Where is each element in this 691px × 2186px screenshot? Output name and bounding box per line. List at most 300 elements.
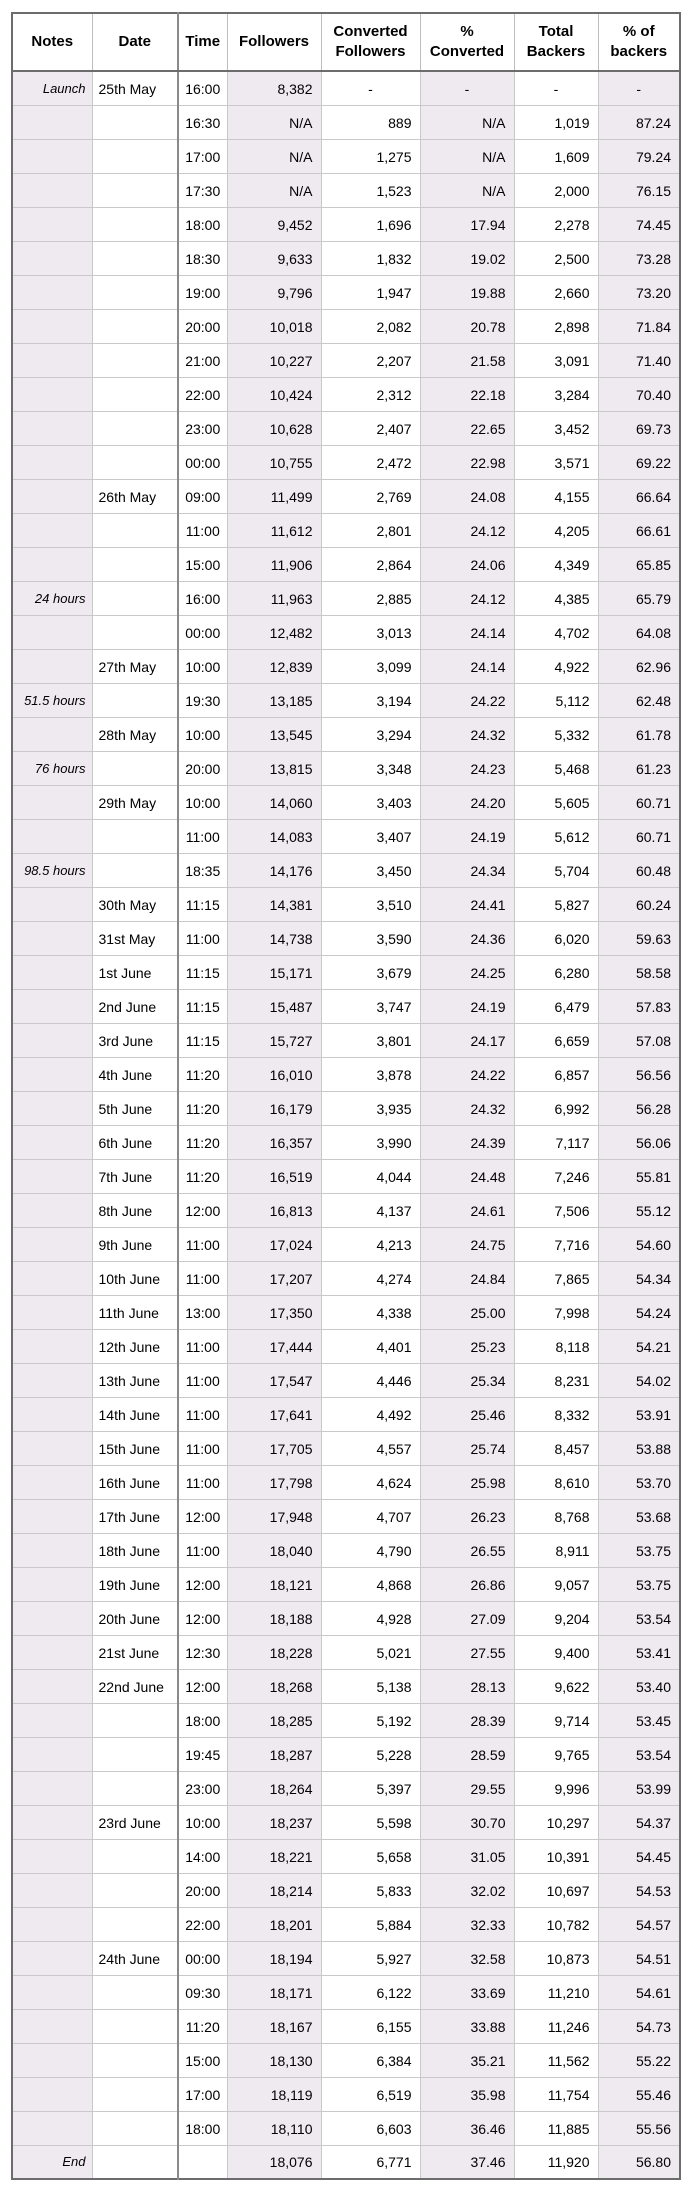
- note-cell[interactable]: Launch: [12, 71, 92, 106]
- time-cell[interactable]: 12:00: [178, 1500, 227, 1534]
- followers-cell[interactable]: 17,547: [227, 1364, 321, 1398]
- pct-converted-cell[interactable]: 22.65: [420, 412, 514, 446]
- pct-converted-cell[interactable]: 24.17: [420, 1024, 514, 1058]
- total-backers-cell[interactable]: 5,468: [514, 752, 598, 786]
- note-cell[interactable]: [12, 1704, 92, 1738]
- followers-cell[interactable]: 18,130: [227, 2044, 321, 2078]
- note-cell[interactable]: [12, 1160, 92, 1194]
- followers-cell[interactable]: 18,201: [227, 1908, 321, 1942]
- converted-followers-cell[interactable]: 5,884: [321, 1908, 420, 1942]
- converted-followers-cell[interactable]: 4,868: [321, 1568, 420, 1602]
- pct-converted-cell[interactable]: N/A: [420, 140, 514, 174]
- pct-converted-cell[interactable]: 27.09: [420, 1602, 514, 1636]
- pct-converted-cell[interactable]: 21.58: [420, 344, 514, 378]
- note-cell[interactable]: [12, 2078, 92, 2112]
- pct-backers-cell[interactable]: 53.75: [598, 1568, 680, 1602]
- header-pct-backers[interactable]: % of backers: [598, 13, 680, 71]
- total-backers-cell[interactable]: 2,660: [514, 276, 598, 310]
- converted-followers-cell[interactable]: 4,446: [321, 1364, 420, 1398]
- followers-cell[interactable]: 18,167: [227, 2010, 321, 2044]
- time-cell[interactable]: 20:00: [178, 1874, 227, 1908]
- followers-cell[interactable]: 18,194: [227, 1942, 321, 1976]
- note-cell[interactable]: [12, 990, 92, 1024]
- time-cell[interactable]: 15:00: [178, 548, 227, 582]
- converted-followers-cell[interactable]: 5,228: [321, 1738, 420, 1772]
- pct-converted-cell[interactable]: 25.34: [420, 1364, 514, 1398]
- pct-backers-cell[interactable]: 54.02: [598, 1364, 680, 1398]
- converted-followers-cell[interactable]: 3,679: [321, 956, 420, 990]
- pct-converted-cell[interactable]: 33.69: [420, 1976, 514, 2010]
- pct-backers-cell[interactable]: 54.34: [598, 1262, 680, 1296]
- note-cell[interactable]: [12, 1432, 92, 1466]
- pct-backers-cell[interactable]: 73.20: [598, 276, 680, 310]
- pct-backers-cell[interactable]: 74.45: [598, 208, 680, 242]
- date-cell[interactable]: 18th June: [92, 1534, 178, 1568]
- converted-followers-cell[interactable]: 3,450: [321, 854, 420, 888]
- total-backers-cell[interactable]: 3,091: [514, 344, 598, 378]
- total-backers-cell[interactable]: -: [514, 71, 598, 106]
- note-cell[interactable]: End: [12, 2146, 92, 2180]
- pct-converted-cell[interactable]: 35.98: [420, 2078, 514, 2112]
- pct-converted-cell[interactable]: 24.19: [420, 990, 514, 1024]
- followers-cell[interactable]: 12,482: [227, 616, 321, 650]
- note-cell[interactable]: 51.5 hours: [12, 684, 92, 718]
- pct-converted-cell[interactable]: 25.74: [420, 1432, 514, 1466]
- time-cell[interactable]: 19:45: [178, 1738, 227, 1772]
- total-backers-cell[interactable]: 10,782: [514, 1908, 598, 1942]
- pct-backers-cell[interactable]: 53.68: [598, 1500, 680, 1534]
- converted-followers-cell[interactable]: 3,294: [321, 718, 420, 752]
- total-backers-cell[interactable]: 8,457: [514, 1432, 598, 1466]
- date-cell[interactable]: [92, 684, 178, 718]
- note-cell[interactable]: [12, 922, 92, 956]
- time-cell[interactable]: 14:00: [178, 1840, 227, 1874]
- total-backers-cell[interactable]: 6,992: [514, 1092, 598, 1126]
- note-cell[interactable]: [12, 1772, 92, 1806]
- converted-followers-cell[interactable]: 3,590: [321, 922, 420, 956]
- note-cell[interactable]: [12, 2044, 92, 2078]
- pct-backers-cell[interactable]: 56.28: [598, 1092, 680, 1126]
- pct-backers-cell[interactable]: 60.71: [598, 786, 680, 820]
- converted-followers-cell[interactable]: 3,348: [321, 752, 420, 786]
- total-backers-cell[interactable]: 5,605: [514, 786, 598, 820]
- pct-backers-cell[interactable]: 71.84: [598, 310, 680, 344]
- converted-followers-cell[interactable]: 6,122: [321, 1976, 420, 2010]
- note-cell[interactable]: [12, 888, 92, 922]
- followers-cell[interactable]: 17,024: [227, 1228, 321, 1262]
- total-backers-cell[interactable]: 7,865: [514, 1262, 598, 1296]
- pct-converted-cell[interactable]: 24.06: [420, 548, 514, 582]
- note-cell[interactable]: [12, 514, 92, 548]
- pct-converted-cell[interactable]: 24.61: [420, 1194, 514, 1228]
- converted-followers-cell[interactable]: 4,624: [321, 1466, 420, 1500]
- total-backers-cell[interactable]: 4,155: [514, 480, 598, 514]
- followers-cell[interactable]: 17,948: [227, 1500, 321, 1534]
- date-cell[interactable]: [92, 412, 178, 446]
- time-cell[interactable]: 18:00: [178, 2112, 227, 2146]
- time-cell[interactable]: 18:30: [178, 242, 227, 276]
- followers-cell[interactable]: 18,171: [227, 1976, 321, 2010]
- time-cell[interactable]: 11:00: [178, 1534, 227, 1568]
- converted-followers-cell[interactable]: 6,384: [321, 2044, 420, 2078]
- pct-backers-cell[interactable]: 53.88: [598, 1432, 680, 1466]
- note-cell[interactable]: [12, 106, 92, 140]
- total-backers-cell[interactable]: 10,873: [514, 1942, 598, 1976]
- note-cell[interactable]: [12, 1568, 92, 1602]
- followers-cell[interactable]: 18,228: [227, 1636, 321, 1670]
- converted-followers-cell[interactable]: 5,192: [321, 1704, 420, 1738]
- pct-converted-cell[interactable]: 30.70: [420, 1806, 514, 1840]
- time-cell[interactable]: 22:00: [178, 378, 227, 412]
- note-cell[interactable]: [12, 446, 92, 480]
- followers-cell[interactable]: 18,214: [227, 1874, 321, 1908]
- converted-followers-cell[interactable]: 2,769: [321, 480, 420, 514]
- note-cell[interactable]: [12, 378, 92, 412]
- converted-followers-cell[interactable]: 3,878: [321, 1058, 420, 1092]
- total-backers-cell[interactable]: 1,019: [514, 106, 598, 140]
- converted-followers-cell[interactable]: 4,274: [321, 1262, 420, 1296]
- followers-cell[interactable]: 16,010: [227, 1058, 321, 1092]
- followers-cell[interactable]: 13,815: [227, 752, 321, 786]
- time-cell[interactable]: 11:20: [178, 1160, 227, 1194]
- note-cell[interactable]: [12, 310, 92, 344]
- time-cell[interactable]: 11:20: [178, 2010, 227, 2044]
- pct-converted-cell[interactable]: 24.14: [420, 650, 514, 684]
- time-cell[interactable]: 19:30: [178, 684, 227, 718]
- total-backers-cell[interactable]: 6,659: [514, 1024, 598, 1058]
- pct-backers-cell[interactable]: 71.40: [598, 344, 680, 378]
- converted-followers-cell[interactable]: 3,747: [321, 990, 420, 1024]
- time-cell[interactable]: 11:00: [178, 1432, 227, 1466]
- date-cell[interactable]: [92, 242, 178, 276]
- pct-converted-cell[interactable]: 24.32: [420, 1092, 514, 1126]
- total-backers-cell[interactable]: 9,765: [514, 1738, 598, 1772]
- time-cell[interactable]: 19:00: [178, 276, 227, 310]
- converted-followers-cell[interactable]: 3,403: [321, 786, 420, 820]
- followers-cell[interactable]: 16,357: [227, 1126, 321, 1160]
- pct-converted-cell[interactable]: 25.98: [420, 1466, 514, 1500]
- date-cell[interactable]: 14th June: [92, 1398, 178, 1432]
- note-cell[interactable]: [12, 1534, 92, 1568]
- note-cell[interactable]: [12, 276, 92, 310]
- note-cell[interactable]: [12, 1330, 92, 1364]
- time-cell[interactable]: 12:00: [178, 1194, 227, 1228]
- pct-backers-cell[interactable]: 55.81: [598, 1160, 680, 1194]
- date-cell[interactable]: [92, 616, 178, 650]
- followers-cell[interactable]: 17,350: [227, 1296, 321, 1330]
- converted-followers-cell[interactable]: 5,833: [321, 1874, 420, 1908]
- date-cell[interactable]: 21st June: [92, 1636, 178, 1670]
- note-cell[interactable]: [12, 1874, 92, 1908]
- time-cell[interactable]: 11:00: [178, 1330, 227, 1364]
- total-backers-cell[interactable]: 1,609: [514, 140, 598, 174]
- date-cell[interactable]: 8th June: [92, 1194, 178, 1228]
- time-cell[interactable]: 10:00: [178, 786, 227, 820]
- pct-backers-cell[interactable]: 54.73: [598, 2010, 680, 2044]
- followers-cell[interactable]: 18,110: [227, 2112, 321, 2146]
- header-time[interactable]: Time: [178, 13, 227, 71]
- total-backers-cell[interactable]: 9,622: [514, 1670, 598, 1704]
- followers-cell[interactable]: 15,171: [227, 956, 321, 990]
- pct-converted-cell[interactable]: 28.59: [420, 1738, 514, 1772]
- pct-converted-cell[interactable]: 25.46: [420, 1398, 514, 1432]
- pct-converted-cell[interactable]: 26.23: [420, 1500, 514, 1534]
- pct-backers-cell[interactable]: 53.40: [598, 1670, 680, 1704]
- total-backers-cell[interactable]: 9,996: [514, 1772, 598, 1806]
- followers-cell[interactable]: 12,839: [227, 650, 321, 684]
- total-backers-cell[interactable]: 2,500: [514, 242, 598, 276]
- date-cell[interactable]: [92, 1738, 178, 1772]
- converted-followers-cell[interactable]: 2,312: [321, 378, 420, 412]
- converted-followers-cell[interactable]: 1,275: [321, 140, 420, 174]
- pct-converted-cell[interactable]: 24.39: [420, 1126, 514, 1160]
- time-cell[interactable]: 10:00: [178, 718, 227, 752]
- pct-converted-cell[interactable]: 28.13: [420, 1670, 514, 1704]
- time-cell[interactable]: 00:00: [178, 1942, 227, 1976]
- pct-backers-cell[interactable]: 53.41: [598, 1636, 680, 1670]
- pct-converted-cell[interactable]: 29.55: [420, 1772, 514, 1806]
- pct-backers-cell[interactable]: 54.21: [598, 1330, 680, 1364]
- time-cell[interactable]: 12:30: [178, 1636, 227, 1670]
- date-cell[interactable]: 13th June: [92, 1364, 178, 1398]
- followers-cell[interactable]: 17,705: [227, 1432, 321, 1466]
- converted-followers-cell[interactable]: 4,557: [321, 1432, 420, 1466]
- converted-followers-cell[interactable]: 2,864: [321, 548, 420, 582]
- converted-followers-cell[interactable]: 1,832: [321, 242, 420, 276]
- date-cell[interactable]: 19th June: [92, 1568, 178, 1602]
- pct-backers-cell[interactable]: 61.78: [598, 718, 680, 752]
- pct-backers-cell[interactable]: -: [598, 71, 680, 106]
- pct-converted-cell[interactable]: 24.14: [420, 616, 514, 650]
- total-backers-cell[interactable]: 8,768: [514, 1500, 598, 1534]
- header-notes[interactable]: Notes: [12, 13, 92, 71]
- converted-followers-cell[interactable]: 4,492: [321, 1398, 420, 1432]
- note-cell[interactable]: [12, 1126, 92, 1160]
- followers-cell[interactable]: 17,641: [227, 1398, 321, 1432]
- followers-cell[interactable]: 10,628: [227, 412, 321, 446]
- followers-cell[interactable]: 9,633: [227, 242, 321, 276]
- followers-cell[interactable]: 18,285: [227, 1704, 321, 1738]
- pct-converted-cell[interactable]: 24.75: [420, 1228, 514, 1262]
- followers-cell[interactable]: 18,121: [227, 1568, 321, 1602]
- total-backers-cell[interactable]: 2,898: [514, 310, 598, 344]
- time-cell[interactable]: 23:00: [178, 412, 227, 446]
- note-cell[interactable]: [12, 956, 92, 990]
- time-cell[interactable]: 12:00: [178, 1670, 227, 1704]
- pct-backers-cell[interactable]: 76.15: [598, 174, 680, 208]
- date-cell[interactable]: [92, 1874, 178, 1908]
- pct-backers-cell[interactable]: 60.48: [598, 854, 680, 888]
- pct-converted-cell[interactable]: 35.21: [420, 2044, 514, 2078]
- converted-followers-cell[interactable]: 2,207: [321, 344, 420, 378]
- followers-cell[interactable]: 8,382: [227, 71, 321, 106]
- converted-followers-cell[interactable]: 3,801: [321, 1024, 420, 1058]
- total-backers-cell[interactable]: 10,697: [514, 1874, 598, 1908]
- pct-backers-cell[interactable]: 54.51: [598, 1942, 680, 1976]
- followers-cell[interactable]: 16,519: [227, 1160, 321, 1194]
- total-backers-cell[interactable]: 11,885: [514, 2112, 598, 2146]
- note-cell[interactable]: [12, 1262, 92, 1296]
- date-cell[interactable]: [92, 208, 178, 242]
- pct-converted-cell[interactable]: 32.02: [420, 1874, 514, 1908]
- pct-converted-cell[interactable]: 31.05: [420, 1840, 514, 1874]
- total-backers-cell[interactable]: 5,612: [514, 820, 598, 854]
- followers-cell[interactable]: N/A: [227, 174, 321, 208]
- time-cell[interactable]: 00:00: [178, 446, 227, 480]
- date-cell[interactable]: [92, 2078, 178, 2112]
- time-cell[interactable]: 11:00: [178, 1228, 227, 1262]
- date-cell[interactable]: [92, 1704, 178, 1738]
- time-cell[interactable]: 16:00: [178, 71, 227, 106]
- date-cell[interactable]: 5th June: [92, 1092, 178, 1126]
- time-cell[interactable]: 11:00: [178, 1466, 227, 1500]
- total-backers-cell[interactable]: 6,280: [514, 956, 598, 990]
- date-cell[interactable]: 26th May: [92, 480, 178, 514]
- followers-cell[interactable]: 18,287: [227, 1738, 321, 1772]
- converted-followers-cell[interactable]: 5,658: [321, 1840, 420, 1874]
- pct-backers-cell[interactable]: 62.48: [598, 684, 680, 718]
- note-cell[interactable]: [12, 1942, 92, 1976]
- header-followers[interactable]: Followers: [227, 13, 321, 71]
- note-cell[interactable]: [12, 2112, 92, 2146]
- followers-cell[interactable]: 13,185: [227, 684, 321, 718]
- header-date[interactable]: Date: [92, 13, 178, 71]
- pct-converted-cell[interactable]: 19.02: [420, 242, 514, 276]
- date-cell[interactable]: [92, 310, 178, 344]
- time-cell[interactable]: 11:00: [178, 1364, 227, 1398]
- pct-converted-cell[interactable]: 24.25: [420, 956, 514, 990]
- total-backers-cell[interactable]: 10,297: [514, 1806, 598, 1840]
- note-cell[interactable]: [12, 344, 92, 378]
- note-cell[interactable]: [12, 1670, 92, 1704]
- date-cell[interactable]: 29th May: [92, 786, 178, 820]
- followers-cell[interactable]: 15,487: [227, 990, 321, 1024]
- converted-followers-cell[interactable]: -: [321, 71, 420, 106]
- followers-cell[interactable]: 14,381: [227, 888, 321, 922]
- time-cell[interactable]: 17:30: [178, 174, 227, 208]
- total-backers-cell[interactable]: 8,118: [514, 1330, 598, 1364]
- date-cell[interactable]: 22nd June: [92, 1670, 178, 1704]
- pct-converted-cell[interactable]: 37.46: [420, 2146, 514, 2180]
- note-cell[interactable]: [12, 650, 92, 684]
- pct-backers-cell[interactable]: 55.46: [598, 2078, 680, 2112]
- pct-converted-cell[interactable]: 24.48: [420, 1160, 514, 1194]
- date-cell[interactable]: 10th June: [92, 1262, 178, 1296]
- note-cell[interactable]: 24 hours: [12, 582, 92, 616]
- date-cell[interactable]: [92, 344, 178, 378]
- converted-followers-cell[interactable]: 5,397: [321, 1772, 420, 1806]
- pct-backers-cell[interactable]: 66.64: [598, 480, 680, 514]
- time-cell[interactable]: 12:00: [178, 1602, 227, 1636]
- header-converted-followers[interactable]: Converted Followers: [321, 13, 420, 71]
- followers-cell[interactable]: 9,452: [227, 208, 321, 242]
- date-cell[interactable]: [92, 548, 178, 582]
- converted-followers-cell[interactable]: 1,523: [321, 174, 420, 208]
- note-cell[interactable]: [12, 820, 92, 854]
- converted-followers-cell[interactable]: 3,935: [321, 1092, 420, 1126]
- converted-followers-cell[interactable]: 3,407: [321, 820, 420, 854]
- total-backers-cell[interactable]: 7,998: [514, 1296, 598, 1330]
- total-backers-cell[interactable]: 8,610: [514, 1466, 598, 1500]
- note-cell[interactable]: [12, 1840, 92, 1874]
- date-cell[interactable]: [92, 2044, 178, 2078]
- note-cell[interactable]: 76 hours: [12, 752, 92, 786]
- time-cell[interactable]: 16:00: [178, 582, 227, 616]
- time-cell[interactable]: 11:15: [178, 888, 227, 922]
- pct-backers-cell[interactable]: 58.58: [598, 956, 680, 990]
- pct-backers-cell[interactable]: 54.60: [598, 1228, 680, 1262]
- time-cell[interactable]: 10:00: [178, 1806, 227, 1840]
- total-backers-cell[interactable]: 3,284: [514, 378, 598, 412]
- converted-followers-cell[interactable]: 4,790: [321, 1534, 420, 1568]
- total-backers-cell[interactable]: 11,754: [514, 2078, 598, 2112]
- date-cell[interactable]: [92, 446, 178, 480]
- pct-converted-cell[interactable]: 27.55: [420, 1636, 514, 1670]
- date-cell[interactable]: 6th June: [92, 1126, 178, 1160]
- date-cell[interactable]: 27th May: [92, 650, 178, 684]
- pct-converted-cell[interactable]: 24.22: [420, 684, 514, 718]
- pct-backers-cell[interactable]: 54.45: [598, 1840, 680, 1874]
- pct-backers-cell[interactable]: 69.22: [598, 446, 680, 480]
- total-backers-cell[interactable]: 11,246: [514, 2010, 598, 2044]
- pct-converted-cell[interactable]: 20.78: [420, 310, 514, 344]
- date-cell[interactable]: [92, 276, 178, 310]
- date-cell[interactable]: 24th June: [92, 1942, 178, 1976]
- total-backers-cell[interactable]: 8,231: [514, 1364, 598, 1398]
- converted-followers-cell[interactable]: 1,696: [321, 208, 420, 242]
- date-cell[interactable]: 7th June: [92, 1160, 178, 1194]
- date-cell[interactable]: 3rd June: [92, 1024, 178, 1058]
- pct-converted-cell[interactable]: 24.41: [420, 888, 514, 922]
- date-cell[interactable]: [92, 106, 178, 140]
- pct-backers-cell[interactable]: 53.70: [598, 1466, 680, 1500]
- followers-cell[interactable]: 17,207: [227, 1262, 321, 1296]
- date-cell[interactable]: 28th May: [92, 718, 178, 752]
- total-backers-cell[interactable]: 4,702: [514, 616, 598, 650]
- pct-backers-cell[interactable]: 79.24: [598, 140, 680, 174]
- followers-cell[interactable]: 18,040: [227, 1534, 321, 1568]
- total-backers-cell[interactable]: 7,246: [514, 1160, 598, 1194]
- date-cell[interactable]: [92, 2112, 178, 2146]
- note-cell[interactable]: [12, 786, 92, 820]
- followers-cell[interactable]: 10,755: [227, 446, 321, 480]
- followers-cell[interactable]: 18,221: [227, 1840, 321, 1874]
- pct-converted-cell[interactable]: 33.88: [420, 2010, 514, 2044]
- total-backers-cell[interactable]: 4,349: [514, 548, 598, 582]
- pct-backers-cell[interactable]: 53.45: [598, 1704, 680, 1738]
- converted-followers-cell[interactable]: 4,401: [321, 1330, 420, 1364]
- date-cell[interactable]: [92, 378, 178, 412]
- total-backers-cell[interactable]: 11,210: [514, 1976, 598, 2010]
- pct-converted-cell[interactable]: N/A: [420, 106, 514, 140]
- time-cell[interactable]: 17:00: [178, 2078, 227, 2112]
- note-cell[interactable]: [12, 174, 92, 208]
- total-backers-cell[interactable]: 7,506: [514, 1194, 598, 1228]
- time-cell[interactable]: 21:00: [178, 344, 227, 378]
- followers-cell[interactable]: 18,268: [227, 1670, 321, 1704]
- pct-backers-cell[interactable]: 69.73: [598, 412, 680, 446]
- date-cell[interactable]: 30th May: [92, 888, 178, 922]
- time-cell[interactable]: 23:00: [178, 1772, 227, 1806]
- followers-cell[interactable]: 10,227: [227, 344, 321, 378]
- time-cell[interactable]: 11:00: [178, 820, 227, 854]
- followers-cell[interactable]: 17,444: [227, 1330, 321, 1364]
- total-backers-cell[interactable]: 9,057: [514, 1568, 598, 1602]
- pct-backers-cell[interactable]: 53.75: [598, 1534, 680, 1568]
- pct-backers-cell[interactable]: 64.08: [598, 616, 680, 650]
- note-cell[interactable]: [12, 1092, 92, 1126]
- total-backers-cell[interactable]: 6,020: [514, 922, 598, 956]
